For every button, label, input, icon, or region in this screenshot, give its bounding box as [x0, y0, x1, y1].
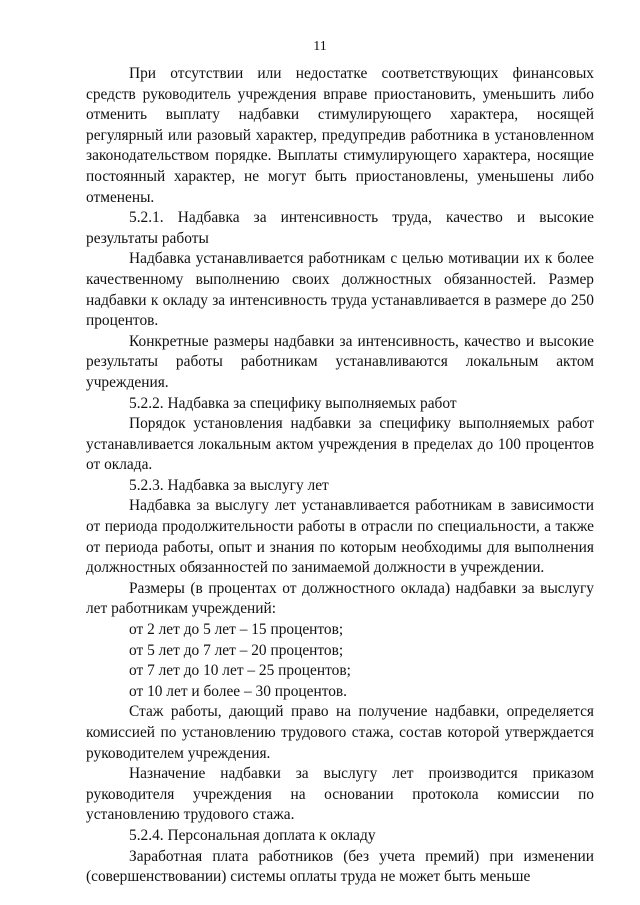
paragraph-intensity-bonus: Надбавка устанавливается работникам с целью мотивации их к более качественному выполнению своих должностных обязанностей. Размер надбавки к окладу за интенсивность труда устанавливается в размере до 250 процентов. [86, 250, 594, 330]
paragraph-specifics-bonus: Порядок установления надбавки за специфику выполняемых работ устанавливается локальным актом учреждения в пределах до 100 процентов от оклада. [86, 415, 594, 474]
paragraph-intensity-specific-sizes: Конкретные размеры надбавки за интенсивность, качество и высокие результаты работы работникам устанавливаются локальным актом учреждения. [86, 332, 594, 391]
paragraph-funding-suspension: При отсутствии или недостатке соответствующих финансовых средств руководитель учреждения вправе приостановить, уменьшить либо отменить выплату надбавки стимулирующего характера, носящей регулярный или разовый характер, предупредив работника в установленном законодательством порядке. Выплаты стимулирующего характера, носящие постоянный характер, не могут быть приостановлены, уменьшены либо отменены. [86, 65, 594, 206]
list-item-seniority-5-7: от 5 лет до 7 лет – 20 процентов; [129, 641, 344, 659]
section-heading-5-2-2: 5.2.2. Надбавка за специфику выполняемых работ [129, 394, 457, 412]
document-body [86, 64, 594, 888]
section-heading-5-2-4: 5.2.4. Персональная доплата к окладу [129, 826, 376, 844]
paragraph-personal-allowance: Заработная плата работников (без учета премий) при изменении (совершенствовании) системы оплаты труда не может быть меньше [86, 847, 594, 886]
paragraph-seniority-bonus: Надбавка за выслугу лет устанавливается работникам в зависимости от периода продолжительности работы в отрасли по специальности, а также от периода работы, опыт и знания по которым необходимы для выполнения должностных обязанностей по занимаемой должности в учреждении. [86, 497, 594, 577]
page-number: 11 [313, 39, 327, 54]
paragraph-seniority-order: Назначение надбавки за выслугу лет производится приказом руководителя учреждения на основании протокола комиссии по установлению трудового стажа. [86, 765, 594, 824]
list-item-seniority-7-10: от 7 лет до 10 лет – 25 процентов; [129, 662, 351, 680]
list-item-seniority-10-plus: от 10 лет и более – 30 процентов. [129, 682, 348, 700]
paragraph-seniority-commission: Стаж работы, дающий право на получение надбавки, определяется комиссией по установлению трудового стажа, состав которой утверждается руководителем учреждения. [86, 703, 594, 762]
list-item-seniority-2-5: от 2 лет до 5 лет – 15 процентов; [129, 621, 344, 639]
section-heading-5-2-1: 5.2.1. Надбавка за интенсивность труда, качество и высокие результаты работы [86, 209, 594, 247]
paragraph-seniority-sizes: Размеры (в процентах от должностного оклада) надбавки за выслугу лет работникам учреждений: [86, 579, 594, 618]
section-heading-5-2-3: 5.2.3. Надбавка за выслугу лет [129, 476, 329, 494]
